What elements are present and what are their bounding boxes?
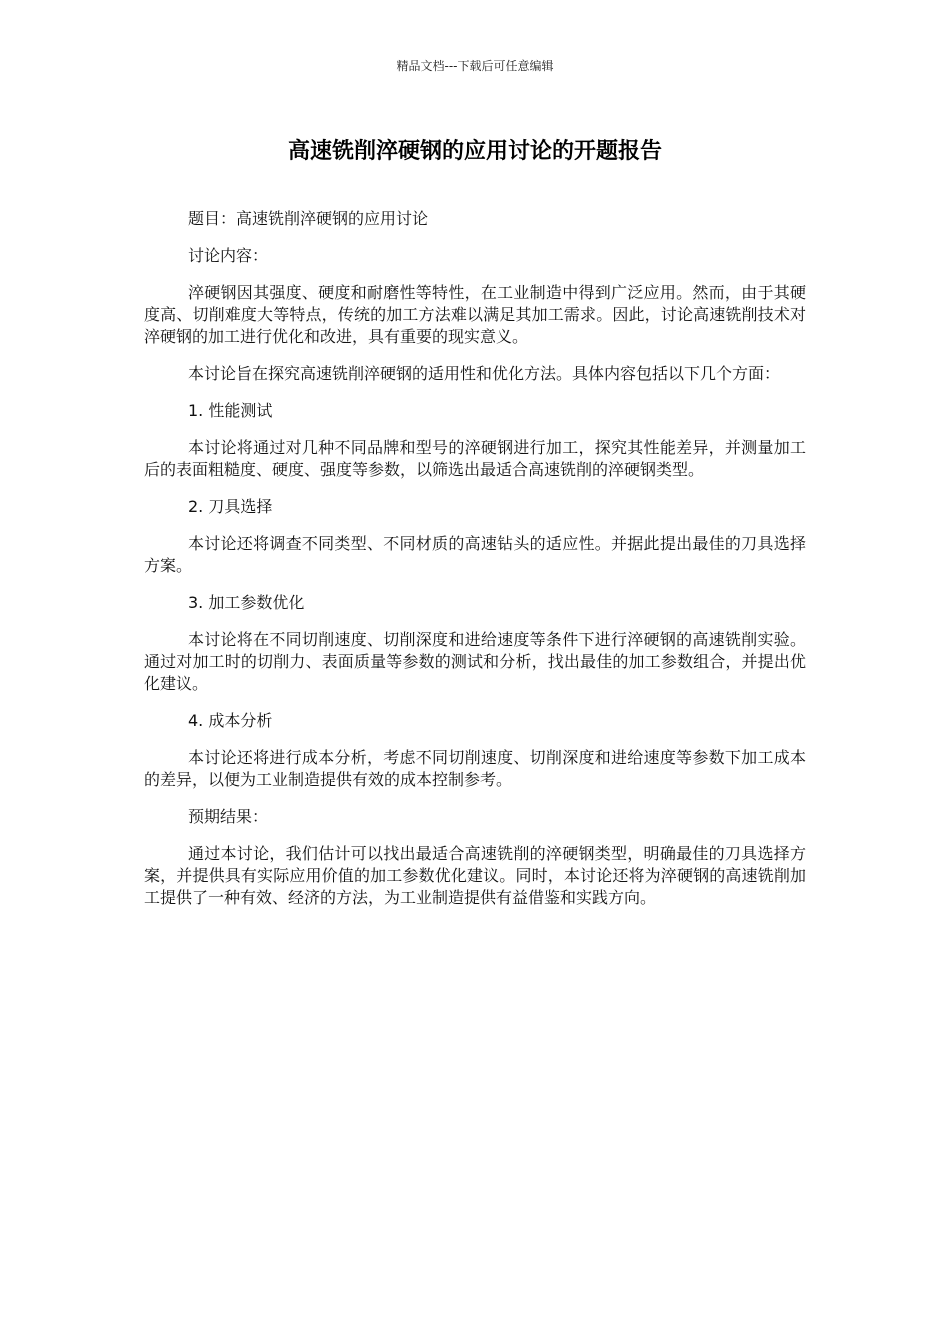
paragraph-content-heading: 讨论内容：	[188, 246, 269, 265]
paragraph-topic: 题目：高速铣削淬硬钢的应用讨论	[188, 209, 429, 228]
header-note: 精品文档---下载后可任意编辑	[396, 59, 554, 73]
paragraph-tool-selection: 本讨论还将调查不同类型、不同材质的高速钻头的适应性。并据此提出最佳的刀具选择方案。	[144, 534, 806, 575]
paragraph-aim: 本讨论旨在探究高速铣削淬硬钢的适用性和优化方法。具体内容包括以下几个方面：	[188, 364, 781, 383]
section-heading-tool-selection: 2. 刀具选择	[188, 497, 273, 516]
paragraph-expected-results-heading: 预期结果：	[188, 807, 269, 826]
section-heading-parameter-optimization: 3. 加工参数优化	[188, 593, 305, 612]
paragraph-performance-test: 本讨论将通过对几种不同品牌和型号的淬硬钢进行加工，探究其性能差异，并测量加工后的表面粗糙度、硬度、强度等参数，以筛选出最适合高速铣削的淬硬钢类型。	[144, 438, 806, 479]
section-heading-cost-analysis: 4. 成本分析	[188, 711, 273, 730]
paragraph-expected-results: 通过本讨论，我们估计可以找出最适合高速铣削的淬硬钢类型，明确最佳的刀具选择方案，并提供具有实际应用价值的加工参数优化建议。同时，本讨论还将为淬硬钢的高速铣削加工提供了一种有效、经济的方法，为工业制造提供有益借鉴和实践方向。	[144, 844, 806, 907]
section-heading-performance-test: 1. 性能测试	[188, 401, 273, 420]
paragraph-background: 淬硬钢因其强度、硬度和耐磨性等特性，在工业制造中得到广泛应用。然而，由于其硬度高、切削难度大等特点，传统的加工方法难以满足其加工需求。因此，讨论高速铣削技术对淬硬钢的加工进行优化和改进，具有重要的现实意义。	[144, 283, 806, 346]
document-body	[144, 208, 806, 924]
paragraph-parameter-optimization: 本讨论将在不同切削速度、切削深度和进给速度等条件下进行淬硬钢的高速铣削实验。通过对加工时的切削力、表面质量等参数的测试和分析，找出最佳的加工参数组合，并提出优化建议。	[144, 630, 806, 693]
document-title: 高速铣削淬硬钢的应用讨论的开题报告	[287, 139, 662, 164]
paragraph-cost-analysis: 本讨论还将进行成本分析，考虑不同切削速度、切削深度和进给速度等参数下加工成本的差异，以便为工业制造提供有效的成本控制参考。	[144, 748, 806, 789]
